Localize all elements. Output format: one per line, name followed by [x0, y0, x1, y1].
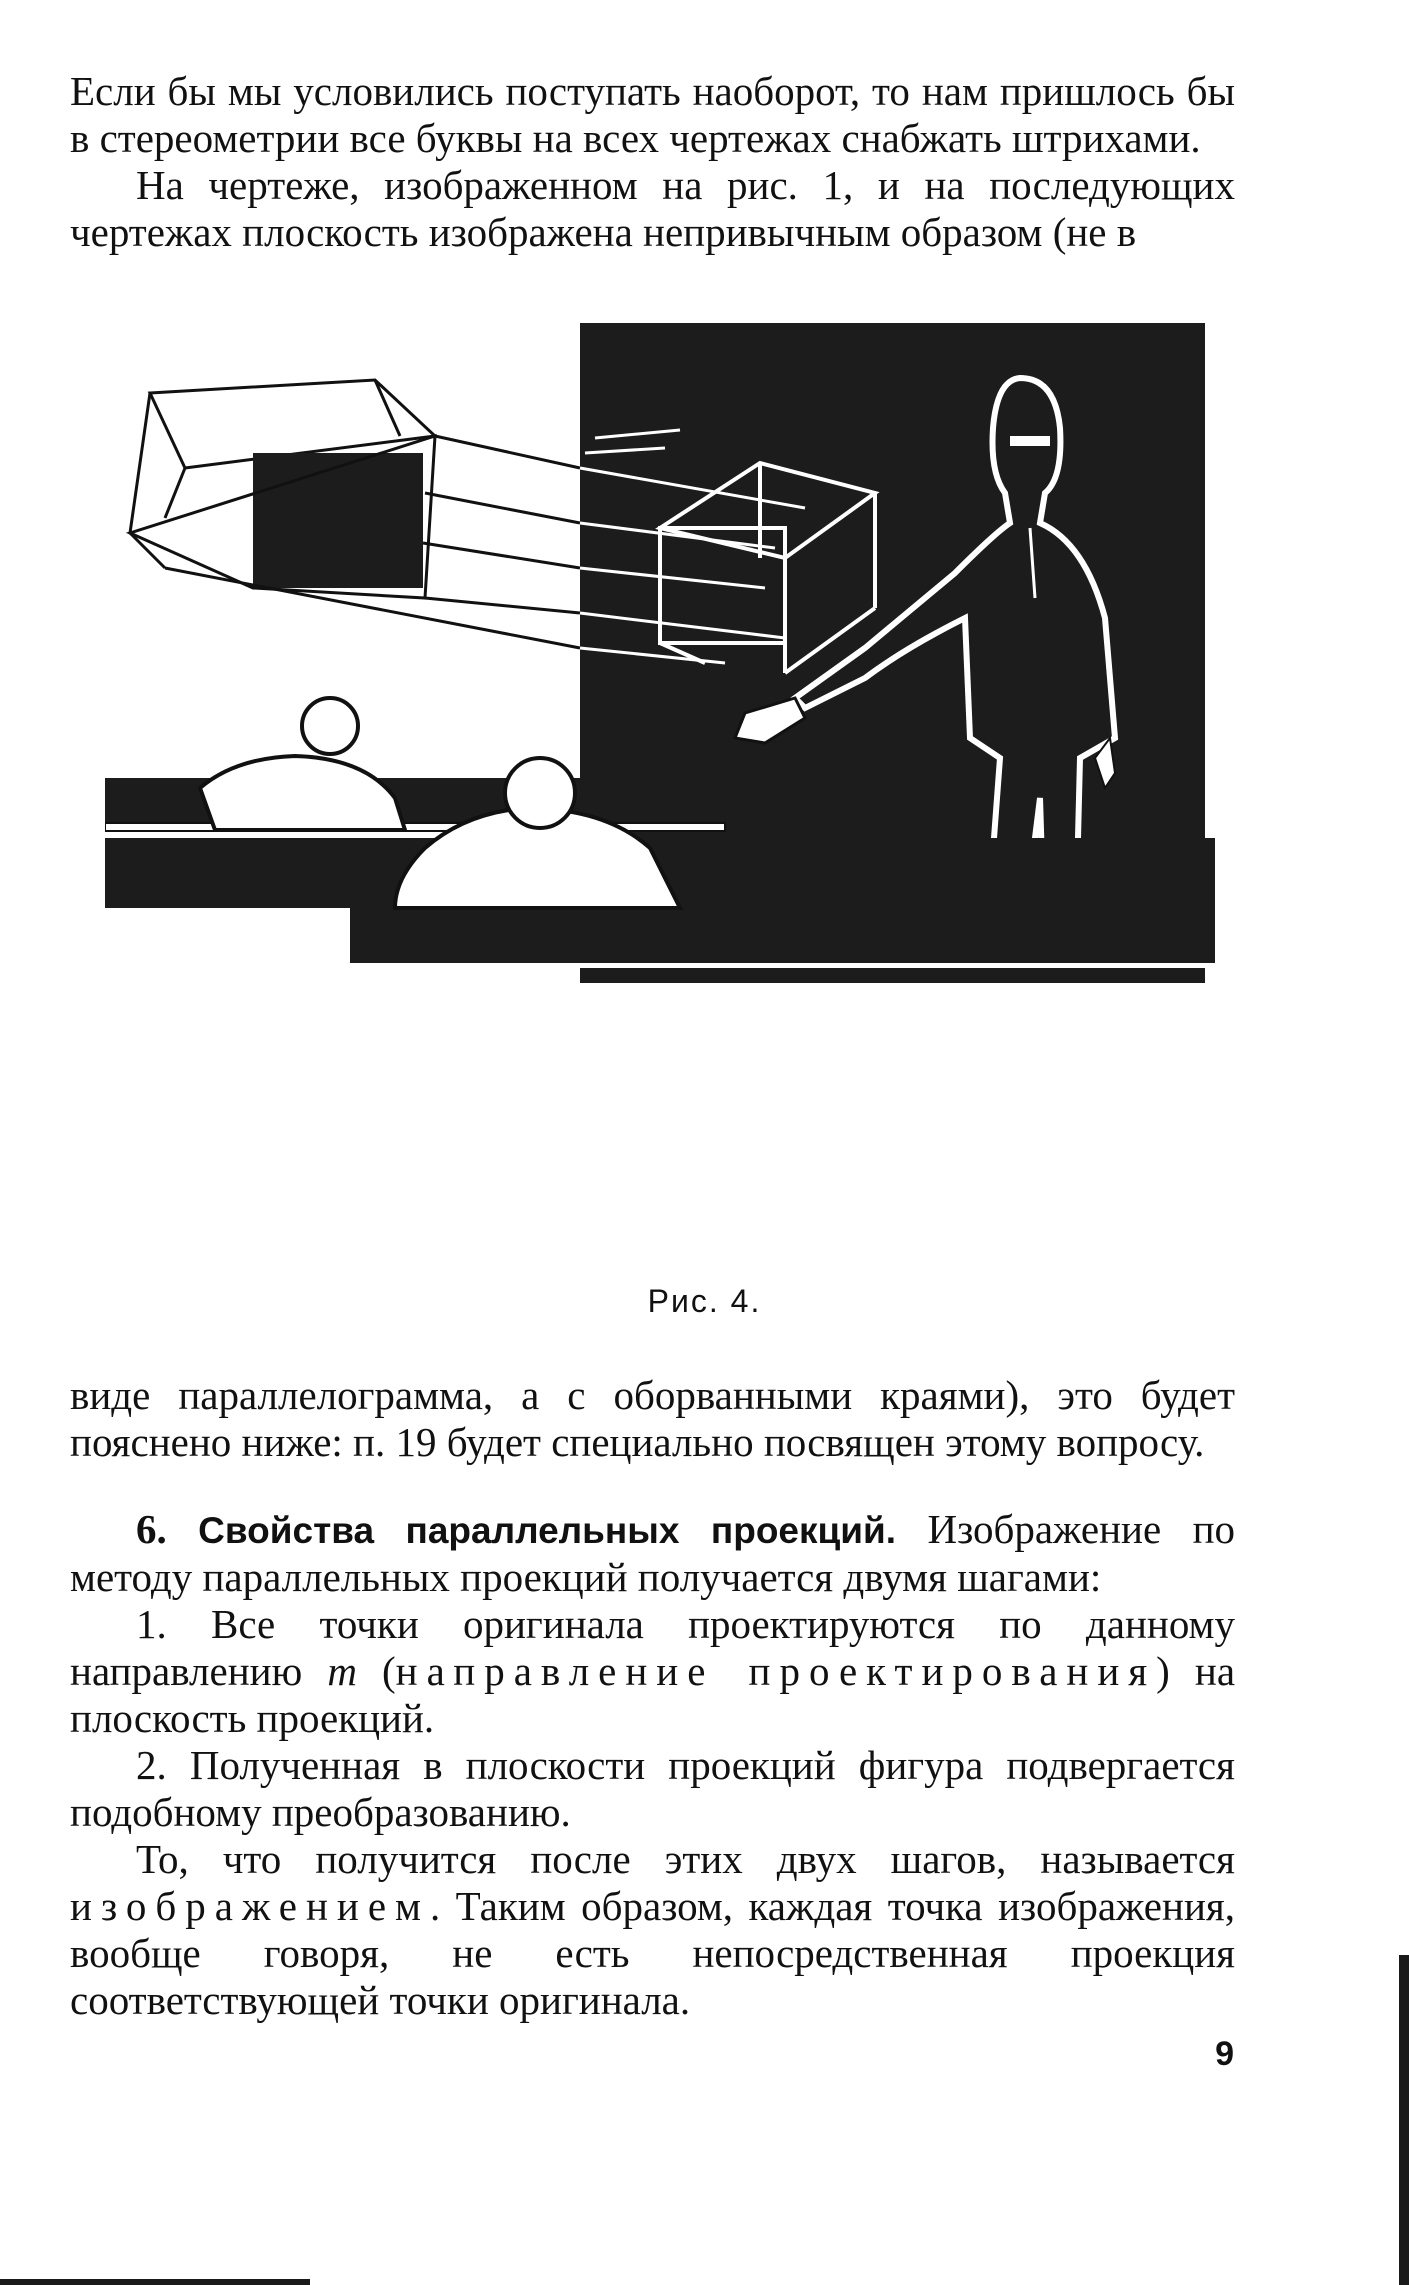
section-title: Свойства параллельных проекций.: [198, 1510, 897, 1551]
continued-text-block: [70, 1372, 1235, 1466]
floor-band: [350, 963, 1215, 968]
scan-edge-bottom: [0, 2279, 310, 2285]
step-1-close-paren: ): [1156, 1648, 1170, 1694]
image-term: изображением: [70, 1883, 430, 1929]
box-dark-face: [253, 453, 423, 588]
desk-front-lower: [350, 908, 1215, 963]
figure-illustration: [105, 318, 1215, 1258]
figure-caption: Рис. 4.: [647, 1283, 762, 1319]
section-intro: Изображение по методу параллельных проекций получается двумя шагами:: [70, 1506, 1236, 1600]
page-number: 9: [1215, 2035, 1234, 2073]
step-2-paragraph: 2. Полученная в плоскости проекций фигура подвергается подобному преобразованию.: [70, 1742, 1235, 1835]
step-1-open-paren: (: [382, 1648, 396, 1694]
section-number: 6.: [136, 1506, 167, 1552]
section-heading-paragraph: [70, 1506, 1235, 1601]
step-1-start: 1. Все точки оригинала проектируются по данному направлению: [70, 1601, 1235, 1694]
scan-edge-right: [1399, 1955, 1409, 2285]
top-text-block: [70, 68, 1235, 256]
direction-symbol: m: [327, 1648, 357, 1694]
step-1-paragraph: [70, 1601, 1235, 1742]
step-1-end: на плоскость проекций.: [70, 1648, 1236, 1741]
desk-back: [105, 778, 725, 823]
student-figure-1: [200, 698, 405, 830]
paragraph-2: На чертеже, изображенном на рис. 1, и на последующих чертежах плоскость изображена непривычным образом (не в: [70, 162, 1235, 255]
conclusion-start: То, что получится после этих двух шагов, называется: [136, 1836, 1235, 1882]
paragraph-continued: виде параллелограмма, а с оборванными краями), это будет пояснено ниже: п. 19 будет специально посвящен этому вопросу.: [70, 1372, 1235, 1465]
section-6-block: [70, 1506, 1235, 2024]
conclusion-paragraph: [70, 1836, 1235, 2024]
conclusion-end: . Таким образом, каждая точка изображения, вообще говоря, не есть непосредственная проекция соответствующей точки оригинала.: [70, 1883, 1235, 2023]
desk-back-highlight: [105, 823, 725, 831]
paragraph-1: Если бы мы условились поступать наоборот, то нам пришлось бы в стереометрии все буквы на всех чертежах снабжать штрихами.: [70, 68, 1235, 161]
projection-direction-term: направление проектирования: [395, 1648, 1157, 1694]
